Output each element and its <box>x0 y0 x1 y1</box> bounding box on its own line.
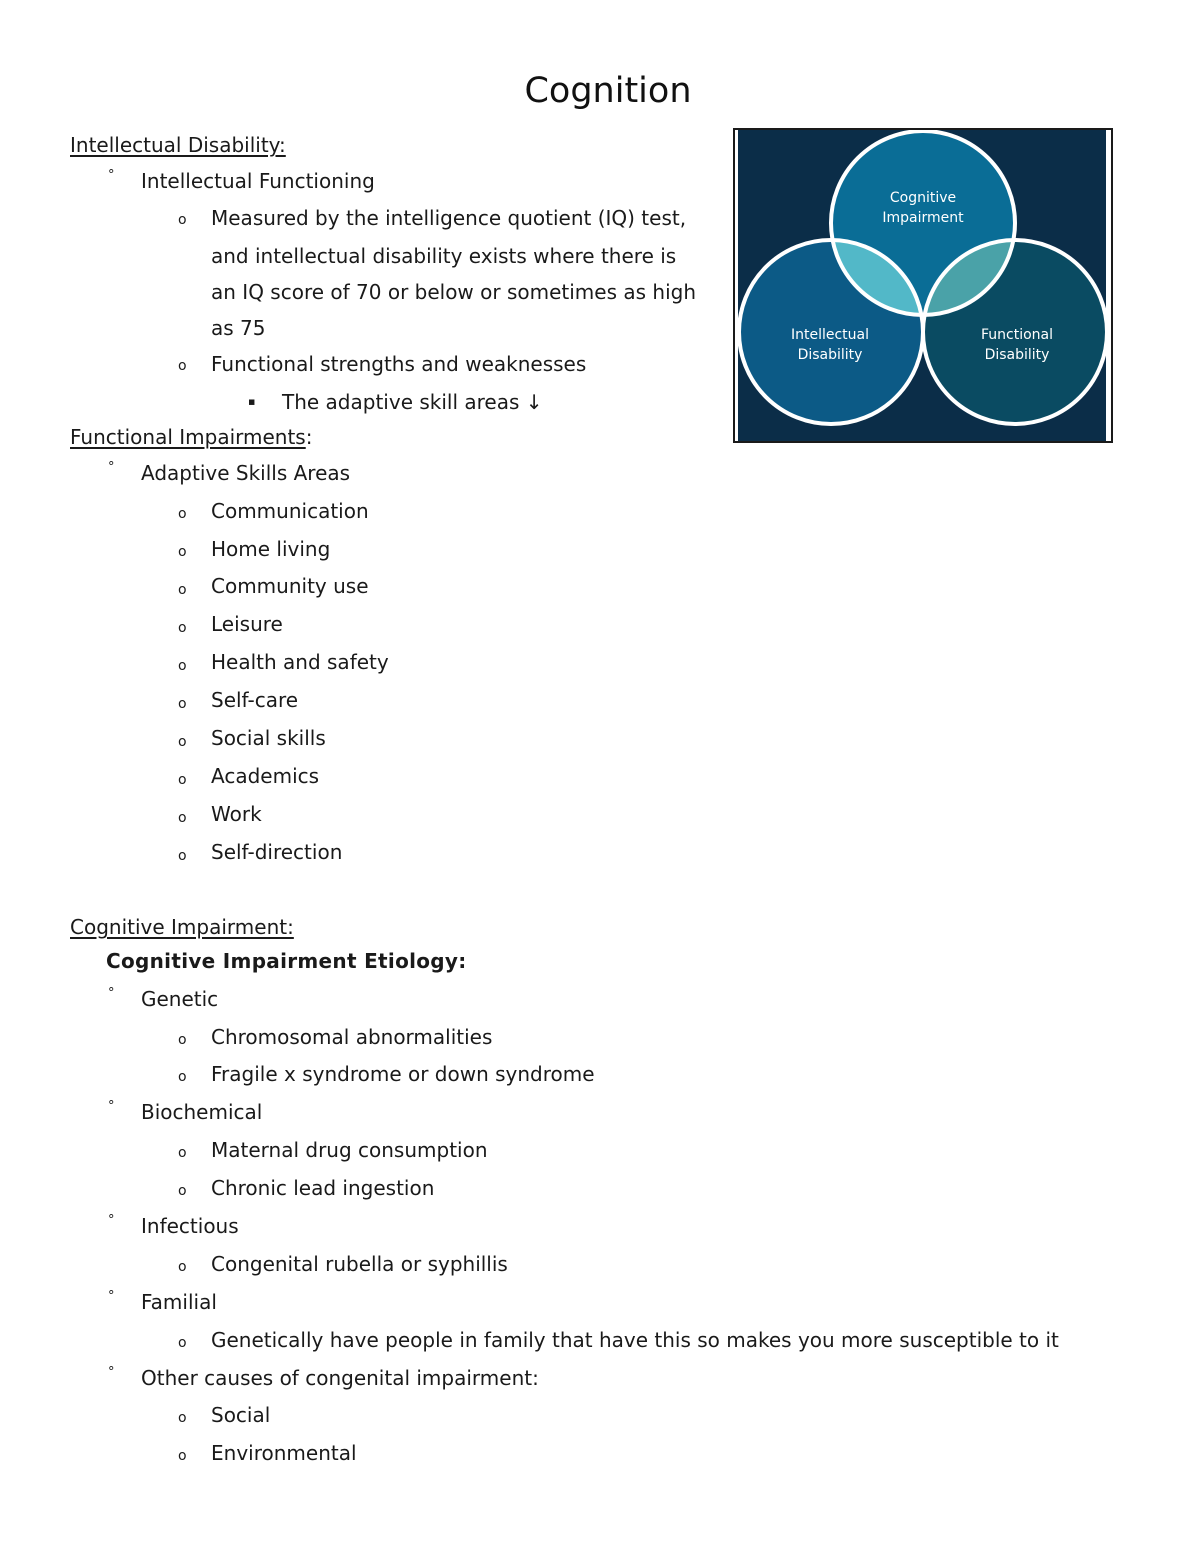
bullet-level2: o <box>178 696 187 712</box>
bullet-level2: o <box>178 212 187 228</box>
biochemical-maternal-drug: Maternal drug consumption <box>211 1138 488 1162</box>
skill-health-safety: Health and safety <box>211 650 389 674</box>
cause-other: Other causes of congenital impairment: <box>141 1366 539 1390</box>
venn-diagram-figure <box>733 128 1113 443</box>
skill-leisure: Leisure <box>211 612 283 636</box>
other-environmental: Environmental <box>211 1441 357 1465</box>
item-intellectual-functioning: Intellectual Functioning <box>141 169 375 193</box>
venn-label-line: Intellectual <box>790 327 870 343</box>
bullet-level2: o <box>178 1335 187 1351</box>
bullet-level2: o <box>178 582 187 598</box>
bullet-level2: o <box>178 544 187 560</box>
bullet-level1: ° <box>108 1213 115 1228</box>
bullet-level2: o <box>178 506 187 522</box>
skill-self-care: Self-care <box>211 688 299 712</box>
item-functional-strengths: Functional strengths and weaknesses <box>211 352 587 376</box>
bullet-level2: o <box>178 1069 187 1085</box>
bullet-level1: ° <box>108 168 115 183</box>
bullet-level1: ° <box>108 460 115 475</box>
cause-familial: Familial <box>141 1290 217 1314</box>
bullet-level2: o <box>178 772 187 788</box>
subheading-etiology: Cognitive Impairment Etiology: <box>106 949 467 973</box>
bullet-level2: o <box>178 1410 187 1426</box>
item-iq-text-line-3: an IQ score of 70 or below or sometimes as high <box>211 280 697 304</box>
venn-label-line: Functional <box>980 327 1054 343</box>
venn-label-line: Cognitive <box>889 190 957 206</box>
venn-label-line: Disability <box>984 347 1050 363</box>
biochemical-lead: Chronic lead ingestion <box>211 1176 435 1200</box>
other-social: Social <box>211 1403 271 1427</box>
heading-colon: : <box>305 425 313 449</box>
cause-infectious: Infectious <box>141 1214 239 1238</box>
item-adaptive-skills-areas: Adaptive Skills Areas <box>141 461 351 485</box>
familial-genetic-family: Genetically have people in family that have this so makes you more susceptible to it <box>211 1328 1059 1352</box>
bullet-level2: o <box>178 1145 187 1161</box>
bullet-level2: o <box>178 1259 187 1275</box>
bullet-level1: ° <box>108 986 115 1001</box>
bullet-level2: o <box>178 658 187 674</box>
skill-work: Work <box>211 802 262 826</box>
skill-social-skills: Social skills <box>211 726 326 750</box>
skill-communication: Communication <box>211 499 369 523</box>
genetic-fragile-x: Fragile x syndrome or down syndrome <box>211 1062 595 1086</box>
heading-cognitive-impairment: Cognitive Impairment: <box>70 915 294 939</box>
skill-academics: Academics <box>211 764 320 788</box>
skill-self-direction: Self-direction <box>211 840 343 864</box>
item-adaptive-skill-areas: The adaptive skill areas ↓ <box>282 390 543 414</box>
skill-community-use: Community use <box>211 574 369 598</box>
venn-label-line: Disability <box>797 347 863 363</box>
cause-biochemical: Biochemical <box>141 1100 263 1124</box>
bullet-level2: o <box>178 620 187 636</box>
venn-diagram <box>738 130 1106 441</box>
bullet-level2: o <box>178 810 187 826</box>
item-iq-text-line-2: and intellectual disability exists where there is <box>211 244 677 268</box>
bullet-level2: o <box>178 1032 187 1048</box>
infectious-rubella: Congenital rubella or syphillis <box>211 1252 508 1276</box>
bullet-level2: o <box>178 1183 187 1199</box>
page-title: Cognition <box>524 71 692 111</box>
item-iq-text-line-4: as 75 <box>211 316 266 340</box>
heading-intellectual-disability: Intellectual Disability: <box>70 133 286 157</box>
bullet-level2: o <box>178 1448 187 1464</box>
bullet-level2: o <box>178 734 187 750</box>
item-iq-text-line-1: Measured by the intelligence quotient (IQ) test, <box>211 206 687 230</box>
bullet-level1: ° <box>108 1289 115 1304</box>
venn-label-line: Impairment <box>882 210 964 226</box>
bullet-level2: o <box>178 358 187 374</box>
heading-functional-impairments <box>70 424 312 450</box>
cause-genetic: Genetic <box>141 987 219 1011</box>
bullet-level1: ° <box>108 1099 115 1114</box>
bullet-level3: ▪ <box>248 395 256 408</box>
skill-home-living: Home living <box>211 537 331 561</box>
bullet-level1: ° <box>108 1365 115 1380</box>
heading-functional-impairments-text: Functional Impairments <box>70 425 306 449</box>
bullet-level2: o <box>178 848 187 864</box>
genetic-chromosomal: Chromosomal abnormalities <box>211 1025 493 1049</box>
